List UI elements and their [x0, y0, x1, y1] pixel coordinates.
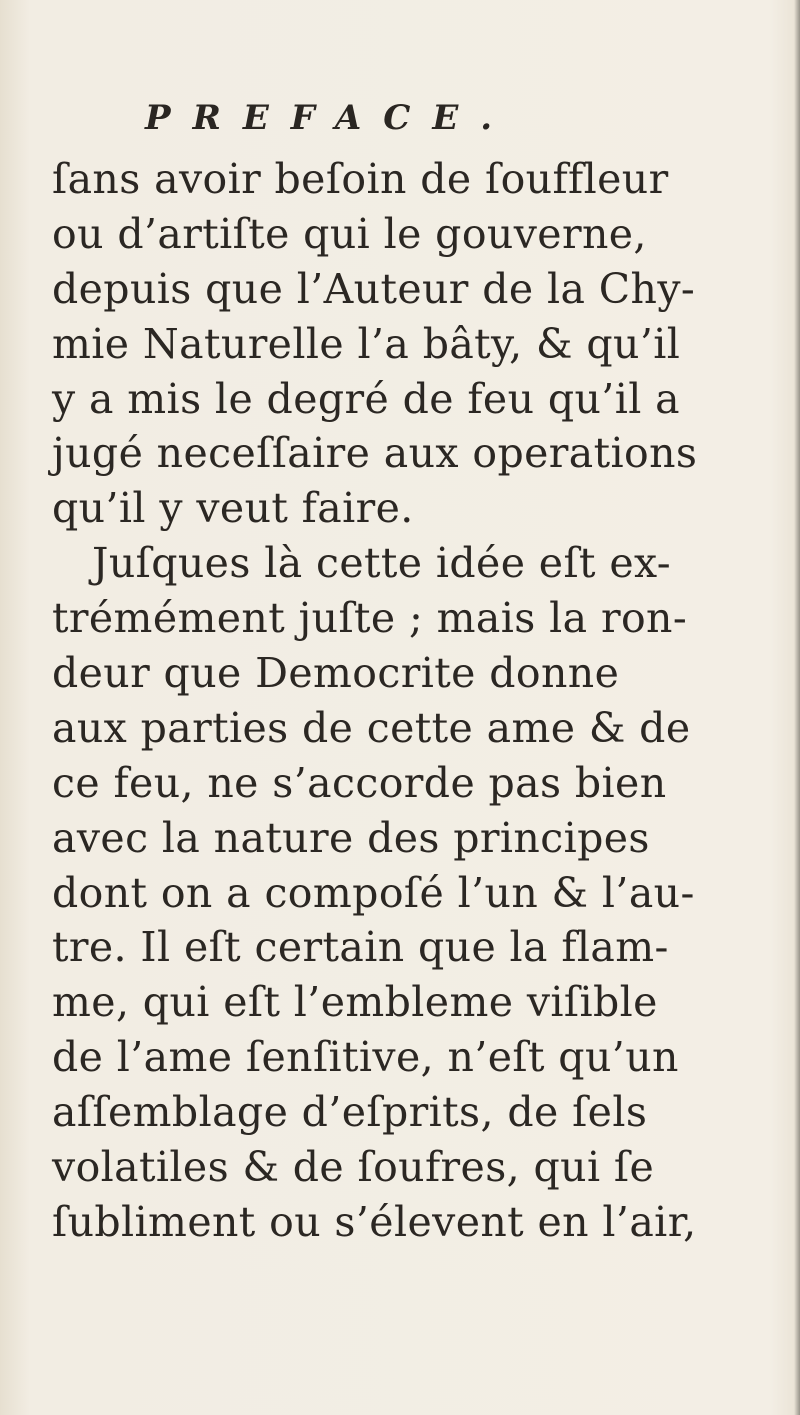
text-line: aux parties de cette ame & de: [52, 703, 691, 752]
text-line: mie Naturelle l’a bâty, & qu’il: [52, 319, 681, 368]
text-line: qu’il y veut faire.: [52, 484, 414, 533]
text-line: y a mis le degré de feu qu’il a: [52, 374, 681, 423]
text-line: volatiles & de ſoufres, qui ſe: [52, 1143, 655, 1192]
text-line: de l’ame ſenſitive, n’eſt qu’un: [52, 1033, 679, 1082]
text-line: jugé neceſſaire aux operations: [52, 429, 698, 478]
text-line: avec la nature des principes: [52, 813, 650, 862]
text-line: dont on a compoſé l’un & l’au-: [52, 868, 695, 917]
text-line: ce feu, ne s’accorde pas bien: [52, 758, 667, 807]
text-line: ſans avoir beſoin de ſouffleur: [52, 155, 669, 203]
text-line: tre. Il eſt certain que la flam-: [52, 923, 669, 972]
text-line: me, qui eſt l’embleme viſible: [52, 978, 658, 1027]
text-line: ſubliment ou s’élevent en l’air,: [52, 1197, 697, 1246]
text-line: trémément juſte ; mais la ron-: [52, 594, 688, 643]
running-head: PREFACE.: [145, 98, 515, 138]
body-text: [52, 152, 698, 1250]
text-line: deur que Democrite donne: [52, 649, 620, 698]
paragraph-start-line: Juſques là cette idée eſt ex-: [92, 539, 672, 588]
text-line: depuis que l’Auteur de la Chy-: [52, 264, 696, 313]
text-line: ou d’artiſte qui le gouverne,: [52, 209, 647, 258]
text-line: aſſemblage d’eſprits, de ſels: [52, 1088, 648, 1137]
